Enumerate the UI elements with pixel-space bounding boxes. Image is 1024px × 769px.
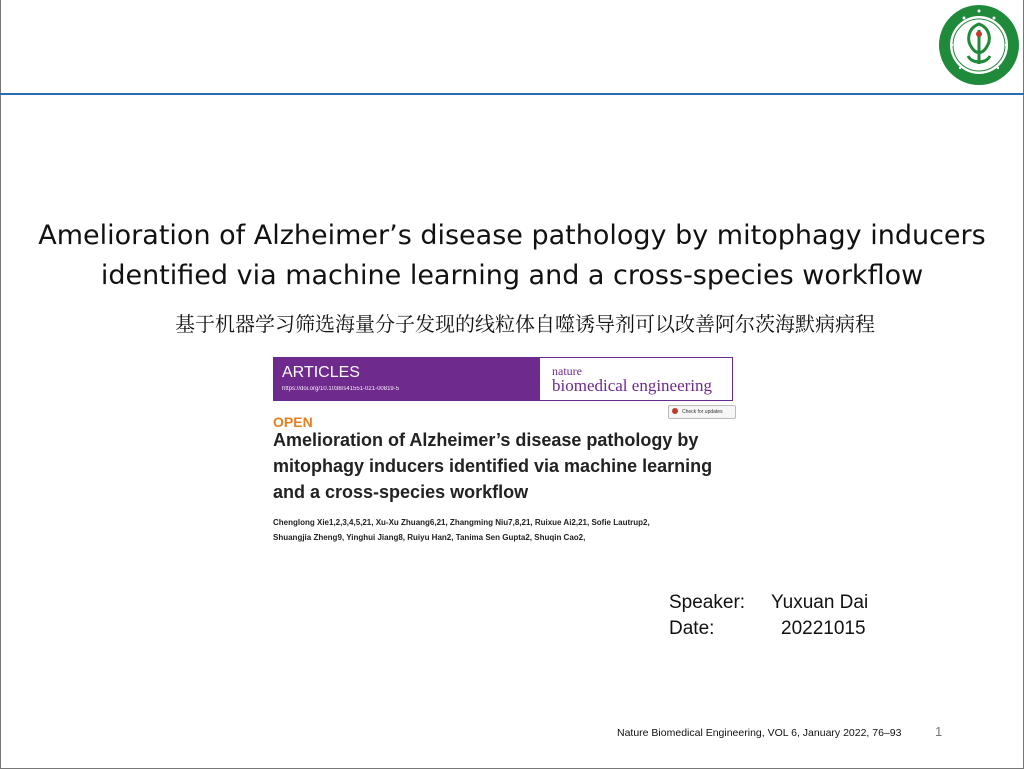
journal-banner — [273, 357, 733, 401]
journal-citation: Nature Biomedical Engineering, VOL 6, January 2022, 76–93 — [617, 727, 902, 739]
check-updates-icon — [672, 408, 678, 414]
paper-header-image — [273, 357, 735, 547]
journal-logo — [544, 358, 732, 400]
date-row — [669, 616, 868, 642]
slide-title-english — [0, 216, 1024, 296]
open-access-label: OPEN — [273, 414, 313, 430]
check-for-updates-badge — [668, 405, 736, 419]
header-rule — [0, 93, 1024, 95]
slide-title-chinese: 基于机器学习筛选海量分子发现的线粒体自噬诱导剂可以改善阿尔茨海默病病程 — [175, 312, 875, 336]
journal-small-name: nature — [552, 364, 582, 378]
speaker-name: Yuxuan Dai — [771, 592, 869, 613]
slide-title-line-2: identified via machine learning and a cross-species workflow — [100, 260, 924, 291]
section-label: ARTICLES — [282, 364, 360, 381]
speaker-row — [669, 590, 868, 616]
author-line-2: Shuangjia Zheng9, Yinghui Jiang8, Ruiyu Han2, Tanima Sen Gupta2, Shuqin Cao2, — [273, 533, 586, 542]
page-number: 1 — [935, 724, 943, 739]
slide-title-line-1: Amelioration of Alzheimer’s disease pathology by mitophagy inducers — [38, 220, 986, 251]
paper-title: Amelioration of Alzheimer’s disease pathology by mitophagy inducers identified via machine learning and a cross-species workflow — [273, 430, 713, 502]
check-updates-label: Check for updates — [682, 409, 723, 415]
date-label: Date: — [669, 618, 715, 639]
author-list — [273, 515, 735, 545]
presenter-info — [669, 590, 868, 642]
author-line-1: Chenglong Xie1,2,3,4,5,21, Xu-Xu Zhuang6,21, Zhangming Niu7,8,21, Ruixue Ai2,21, Sofie Lautrup2, — [273, 518, 650, 527]
doi-text: https://doi.org/10.1038/s41551-021-00819-5 — [282, 386, 400, 392]
articles-banner — [274, 358, 540, 400]
journal-name: biomedical engineering — [552, 376, 713, 395]
university-seal-icon — [938, 4, 1020, 86]
date-value: 20221015 — [781, 618, 866, 639]
speaker-label: Speaker: — [669, 592, 746, 613]
